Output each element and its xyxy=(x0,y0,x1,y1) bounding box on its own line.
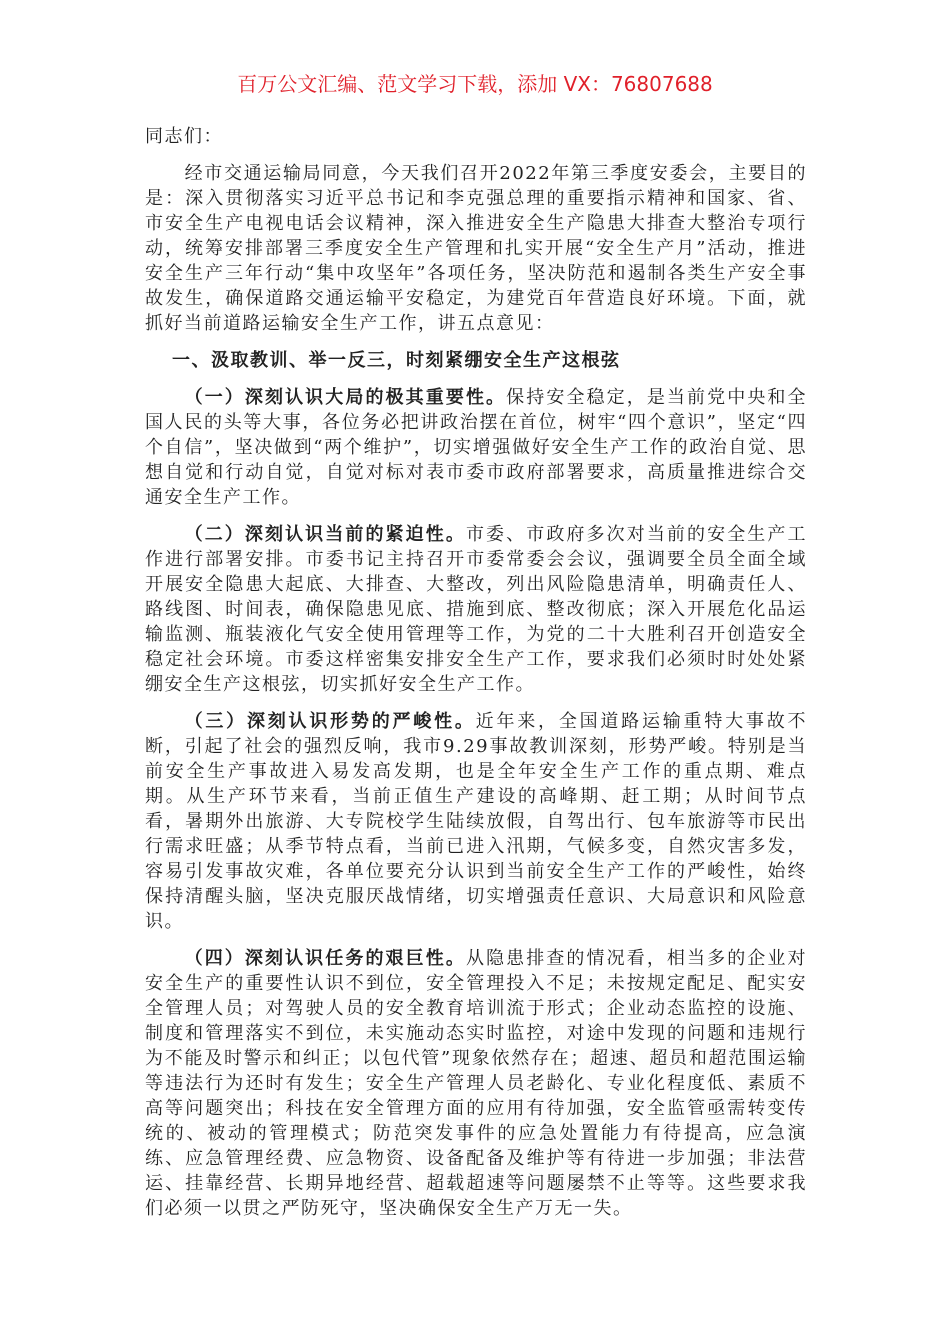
paragraph-lead: （一）深刻认识大局的极其重要性。 xyxy=(184,387,507,408)
section-heading: 一、汲取教训、举一反三，时刻紧绷安全生产这根弦 xyxy=(172,350,621,371)
paragraph-lead: （二）深刻认识当前的紧迫性。 xyxy=(184,524,466,545)
intro-paragraph: 经市交通运输局同意，今天我们召开2022年第三季度安委会，主要目的是：深入贯彻落实习近平总书记和李克强总理的重要指示精神和国家、省、市安全生产电视电话会议精神，深入推进安全生产隐患大排查大整治专项行动，统筹安排部署三季度安全生产管理和扎实开展“安全生产月”活动，推进安全生产三年行动“集中攻坚年”各项任务，坚决防范和遏制各类生产安全事故发生，确保道路交通运输平安稳定，为建党百年营造良好环境。下面，就抓好当前道路运输安全生产工作，讲五点意见： xyxy=(145,163,807,334)
paragraph-text: 市委、市政府多次对当前的安全生产工作进行部署安排。市委书记主持召开市委常委会会议，强调要全员全面全域开展安全隐患大起底、大排查、大整改，列出风险隐患清单，明确责任人、路线图、时间表，确保隐患见底、措施到底、整改彻底；深入开展危化品运输监测、瓶装液化气安全使用管理等工作，为党的二十大胜利召开创造安全稳定社会环境。市委这样密集安排安全生产工作，要求我们必须时时处处紧绷安全生产这根弦，切实抓好安全生产工作。 xyxy=(145,524,808,695)
body-paragraph xyxy=(145,522,807,697)
watermark-banner: 百万公文汇编、范文学习下载，添加 VX：76807688 xyxy=(237,72,713,96)
salutation: 同志们： xyxy=(145,126,223,147)
body-paragraph xyxy=(145,946,807,1221)
paragraph-lead: （三）深刻认识形势的严峻性。 xyxy=(184,711,476,732)
document-body xyxy=(145,124,807,1233)
paragraph-text: 近年来，全国道路运输重特大事故不断，引起了社会的强烈反响，我市9.29事故教训深刻，形势严峻。特别是当前安全生产事故进入易发高发期，也是全年安全生产工作的重点期、难点期。从生产环节来看，当前正值生产建设的高峰期、赶工期；从时间节点看，暑期外出旅游、大专院校学生陆续放假，自驾出行、包车旅游等市民出行需求旺盛；从季节特点看，当前已进入汛期，气候多变，自然灾害多发，容易引发事故灾难，各单位要充分认识到当前安全生产工作的严峻性，始终保持清醒头脑，坚决克服厌战情绪，切实增强责任意识、大局意识和风险意识。 xyxy=(145,711,808,932)
paragraph-text: 保持安全稳定，是当前党中央和全国人民的头等大事，各位务必把讲政治摆在首位，树牢“四个意识”，坚定“四个自信”，坚决做到“两个维护”，切实增强做好安全生产工作的政治自觉、思想自觉和行动自觉，自觉对标对表市委市政府部署要求，高质量推进综合交通安全生产工作。 xyxy=(145,387,808,508)
paragraph-text: 从隐患排查的情况看，相当多的企业对安全生产的重要性认识不到位，安全管理投入不足；未按规定配足、配实安全管理人员；对驾驶人员的安全教育培训流于形式；企业动态监控的设施、制度和管理落实不到位，未实施动态实时监控，对途中发现的问题和违规行为不能及时警示和纠正；以包代管”现象依然存在；超速、超员和超范围运输等违法行为还时有发生；安全生产管理人员老龄化、专业化程度低、素质不高等问题突出；科技在安全管理方面的应用有待加强，安全监管亟需转变传统的、被动的管理模式；防范突发事件的应急处置能力有待提高，应急演练、应急管理经费、应急物资、设备配备及维护等有待进一步加强；非法营运、挂靠经营、长期异地经营、超载超速等问题屡禁不止等等。这些要求我们必须一以贯之严防死守，坚决确保安全生产万无一失。 xyxy=(145,948,808,1219)
paragraph-lead: （四）深刻认识任务的艰巨性。 xyxy=(184,948,466,969)
body-paragraph xyxy=(145,709,807,934)
body-paragraph xyxy=(145,385,807,510)
